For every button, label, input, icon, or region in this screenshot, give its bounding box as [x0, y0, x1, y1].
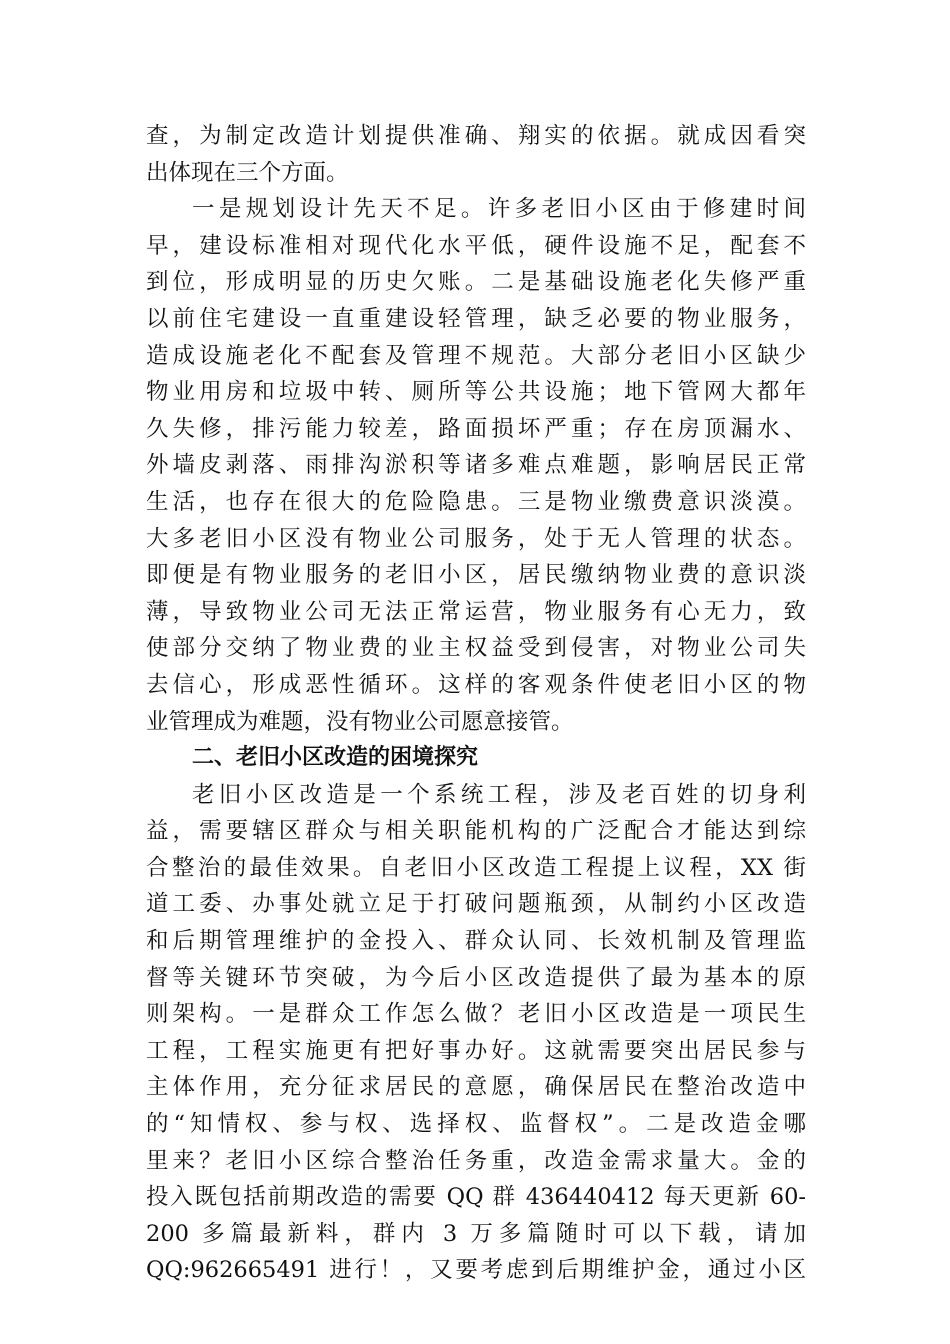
text-line: 大多老旧小区没有物业公司服务，处于无人管理的状态。 [146, 525, 806, 552]
text-line: 去信心，形成恶性循环。这样的客观条件使老旧小区的物 [146, 671, 806, 698]
text-line: 工程，工程实施更有把好事办好。这就需要突出居民参与 [146, 1037, 806, 1064]
text-line: 益，需要辖区群众与相关职能机构的广泛配合才能达到综 [146, 818, 806, 845]
text-line: 业管理成为难题，没有物业公司愿意接管。 [146, 708, 574, 735]
text-line: 道工委、办事处就立足于打破问题瓶颈，从制约小区改造 [146, 891, 806, 918]
text-line: 到位，形成明显的历史欠账。二是基础设施老化失修严重 [146, 269, 806, 296]
text-line: 则架构。一是群众工作怎么做？老旧小区改造是一项民生 [146, 1001, 806, 1028]
text-line: 外墙皮剥落、雨排沟淤积等诸多难点难题，影响居民正常 [146, 452, 806, 479]
paragraph-first-line: 老旧小区改造是一个系统工程，涉及老百姓的切身利 [192, 781, 806, 808]
text-line: 督等关键环节突破，为今后小区改造提供了最为基本的原 [146, 964, 806, 991]
text-line: 即便是有物业服务的老旧小区，居民缴纳物业费的意识淡 [146, 562, 806, 589]
paragraph-first-line: 一是规划设计先天不足。许多老旧小区由于修建时间 [192, 196, 806, 223]
text-line: 造成设施老化不配套及管理不规范。大部分老旧小区缺少 [146, 342, 806, 369]
text-line: 投入既包括前期改造的需要 QQ 群 436440412 每天更新 60- [146, 1184, 806, 1211]
text-line: 合整治的最佳效果。自老旧小区改造工程提上议程，XX 街 [146, 854, 806, 881]
text-line: 出体现在三个方面。 [146, 159, 349, 186]
text-line: 早，建设标准相对现代化水平低，硬件设施不足，配套不 [146, 232, 806, 259]
text-line: 主体作用，充分征求居民的意愿，确保居民在整治改造中 [146, 1074, 806, 1101]
text-line: 生活，也存在很大的危险隐患。三是物业缴费意识淡漠。 [146, 488, 806, 515]
text-line: 物业用房和垃圾中转、厕所等公共设施；地下管网大都年 [146, 379, 806, 406]
document-body [146, 118, 806, 1289]
section-heading: 二、老旧小区改造的困境探究 [192, 745, 479, 771]
text-line: 和后期管理维护的金投入、群众认同、长效机制及管理监 [146, 928, 806, 955]
text-line: 久失修，排污能力较差，路面损坏严重；存在房顶漏水、 [146, 415, 806, 442]
text-line: 里来？老旧小区综合整治任务重，改造金需求量大。金的 [146, 1147, 806, 1174]
text-line: 查，为制定改造计划提供准确、翔实的依据。就成因看突 [146, 123, 806, 149]
text-line: 使部分交纳了物业费的业主权益受到侵害，对物业公司失 [146, 635, 806, 662]
text-line: 薄，导致物业公司无法正常运营，物业服务有心无力，致 [146, 598, 806, 625]
text-line: 以前住宅建设一直重建设轻管理，缺乏必要的物业服务， [146, 305, 806, 332]
text-line: 200 多篇最新料，群内 3 万多篇随时可以下载，请加 [146, 1220, 806, 1247]
text-line: QQ:962665491 进行！，又要考虑到后期维护金，通过小区 [146, 1257, 806, 1284]
text-line: 的“知情权、参与权、选择权、监督权”。二是改造金哪 [146, 1111, 806, 1138]
